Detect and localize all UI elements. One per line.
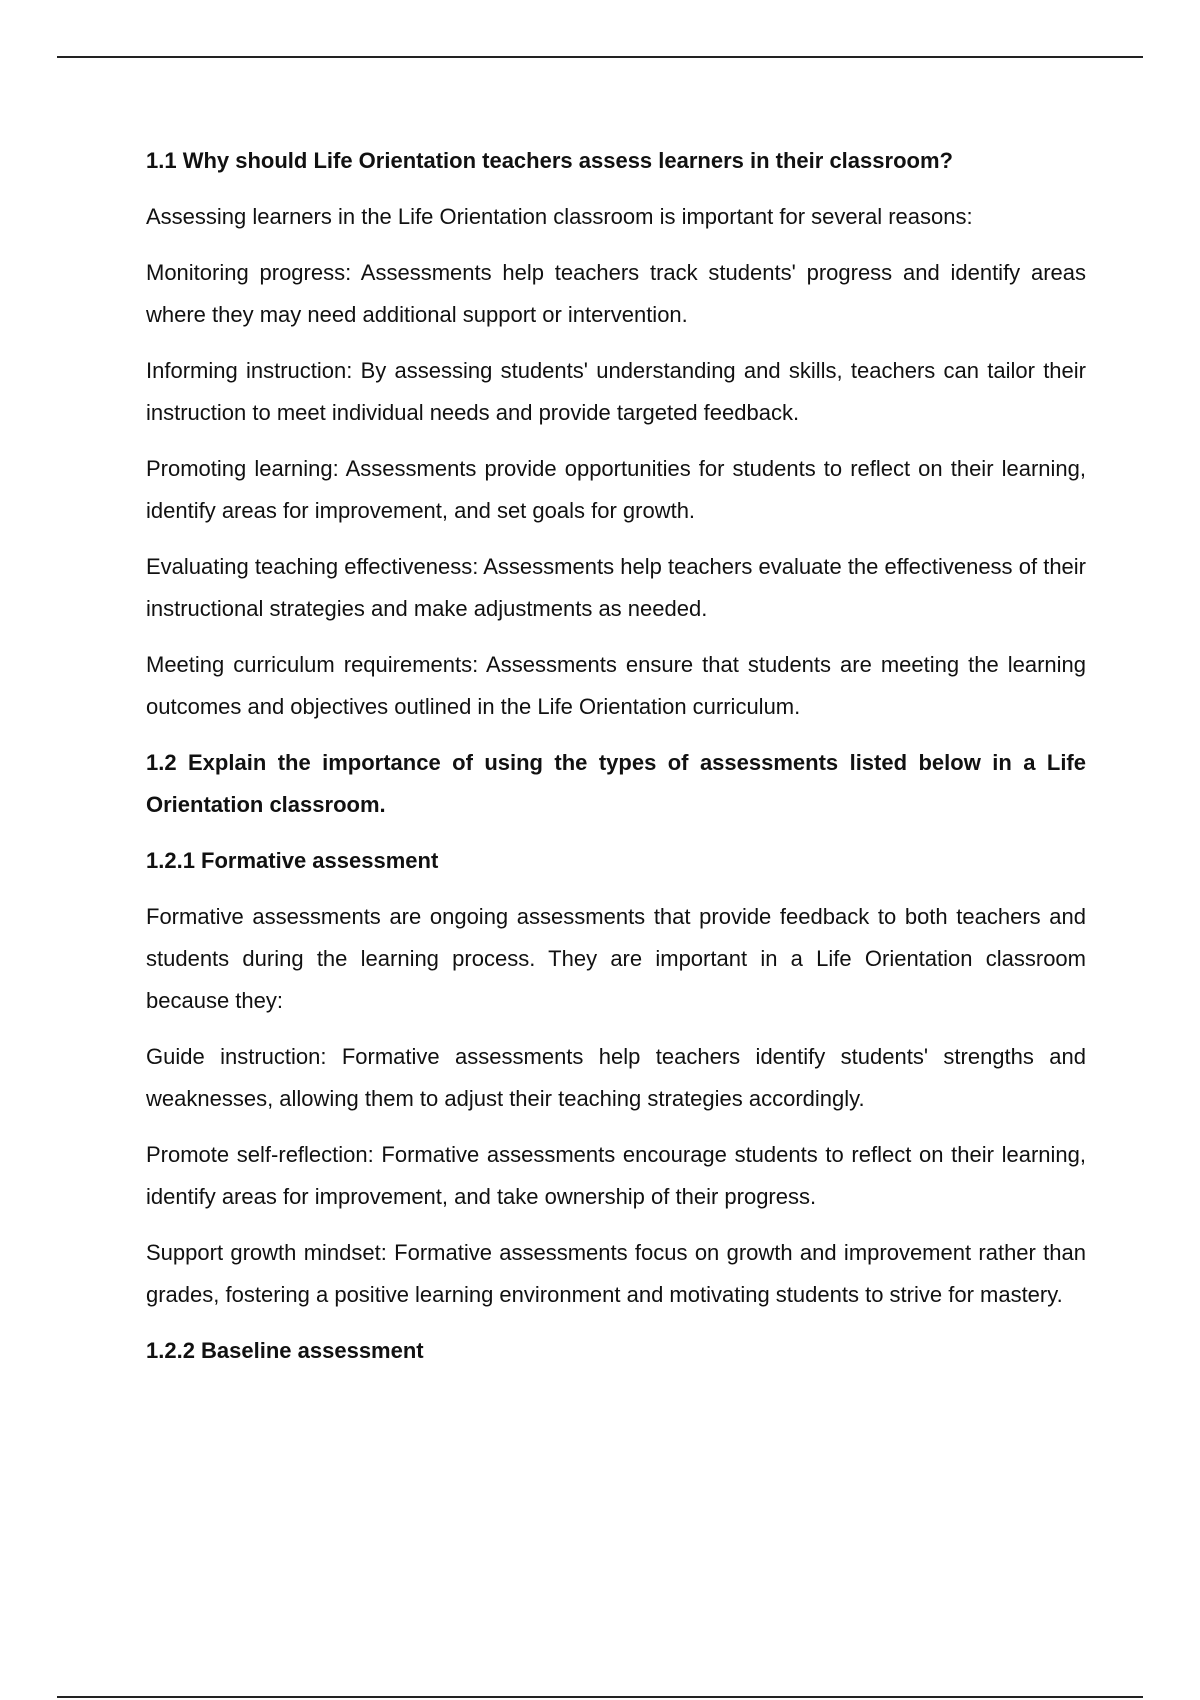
paragraph-evaluating-teaching: Evaluating teaching effectiveness: Assessments help teachers evaluate the effectiveness of their instructional strategies and make adjustments as needed.	[146, 554, 1086, 621]
paragraph-guide-instruction: Guide instruction: Formative assessments help teachers identify students' strengths and weaknesses, allowing them to adjust their teaching strategies accordingly.	[146, 1044, 1086, 1111]
paragraph-monitoring-progress: Monitoring progress: Assessments help teachers track students' progress and identify areas where they may need additional support or intervention.	[146, 260, 1086, 327]
heading-1-1: 1.1 Why should Life Orientation teachers assess learners in their classroom?	[146, 148, 953, 173]
paragraph-intro-formative: Formative assessments are ongoing assessments that provide feedback to both teachers and students during the learning process. They are important in a Life Orientation classroom because they:	[146, 904, 1086, 1013]
paragraph-self-reflection: Promote self-reflection: Formative assessments encourage students to reflect on their learning, identify areas for improvement, and take ownership of their progress.	[146, 1142, 1086, 1209]
heading-1-2-1: 1.2.1 Formative assessment	[146, 848, 439, 873]
paragraph-curriculum-requirements: Meeting curriculum requirements: Assessments ensure that students are meeting the learning outcomes and objectives outlined in the Life Orientation curriculum.	[146, 652, 1086, 719]
paragraph-promoting-learning: Promoting learning: Assessments provide opportunities for students to reflect on their learning, identify areas for improvement, and set goals for growth.	[146, 456, 1086, 523]
paragraph-informing-instruction: Informing instruction: By assessing students' understanding and skills, teachers can tailor their instruction to meet individual needs and provide targeted feedback.	[146, 358, 1086, 425]
header-rule	[57, 56, 1143, 58]
document-body	[146, 140, 1086, 1386]
paragraph-growth-mindset: Support growth mindset: Formative assessments focus on growth and improvement rather than grades, fostering a positive learning environment and motivating students to strive for mastery.	[146, 1240, 1086, 1307]
heading-1-2: 1.2 Explain the importance of using the types of assessments listed below in a Life Orientation classroom.	[146, 750, 1086, 817]
paragraph-intro-1-1: Assessing learners in the Life Orientation classroom is important for several reasons:	[146, 204, 973, 229]
heading-1-2-2: 1.2.2 Baseline assessment	[146, 1338, 424, 1363]
footer-rule	[57, 1696, 1143, 1698]
